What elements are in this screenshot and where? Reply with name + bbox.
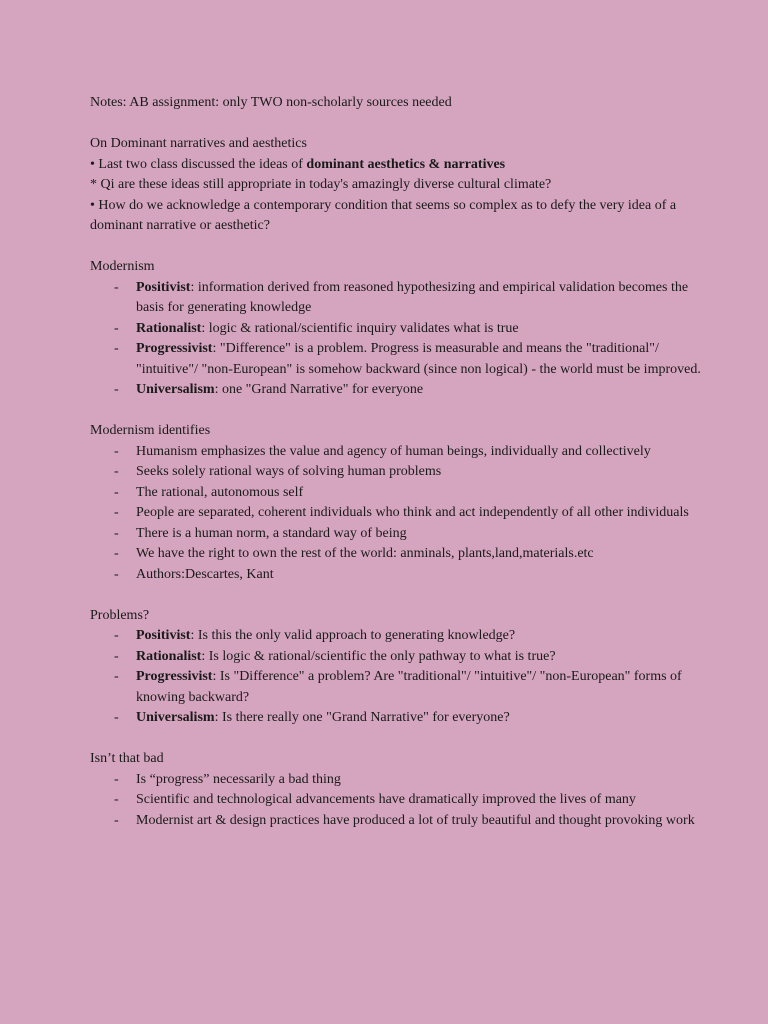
section-heading: Modernism identifies [90, 423, 211, 438]
section-heading: Modernism [90, 259, 155, 274]
section-heading: On Dominant narratives and aesthetics [90, 136, 307, 151]
definition: : Is "Difference" a problem? Are "traditional"/ "intuitive"/ "non-European" forms of knowing backward? [136, 669, 682, 705]
item-text: Authors:Descartes, Kant [136, 566, 274, 582]
definition: : logic & rational/scientific inquiry validates what is true [201, 320, 519, 336]
item-text: Scientific and technological advancements have dramatically improved the lives of many [136, 792, 636, 807]
list-item [90, 278, 708, 319]
definition: : "Difference" is a problem. Progress is measurable and means the "traditional"/ "intuitive"/ "non-European" is somehow backward (since non logical) - the world must be improved. [136, 341, 701, 377]
dash-marker: - [114, 792, 119, 807]
bad-list [90, 770, 708, 832]
dash-marker: - [114, 566, 119, 582]
item-text: Seeks solely rational ways of solving human problems [136, 464, 442, 479]
dash-marker: - [114, 320, 119, 336]
term: Progressivist [136, 341, 213, 356]
list-item [90, 462, 708, 483]
item-text: Modernist art & design practices have produced a lot of truly beautiful and thought provoking work [136, 812, 695, 828]
list-item [90, 790, 708, 811]
dash-marker: - [114, 525, 119, 541]
item-text: The rational, autonomous self [136, 484, 304, 500]
dash-marker: - [114, 771, 119, 787]
list-item [90, 544, 708, 565]
problems-list [90, 626, 708, 729]
definition: : Is logic & rational/scientific the only pathway to what is true? [201, 648, 556, 664]
dash-marker: - [114, 382, 119, 397]
list-item [90, 380, 708, 401]
list-item [90, 565, 708, 586]
item-text: We have the right to own the rest of the world: anminals, plants,land,materials.etc [136, 546, 594, 561]
dash-marker: - [114, 505, 119, 520]
notes-line: Notes: AB assignment: only TWO non-scholarly sources needed [90, 95, 452, 110]
section-heading: Problems? [90, 607, 150, 623]
list-item [90, 770, 708, 791]
definition: : Is there really one "Grand Narrative" for everyone? [214, 710, 510, 725]
list-item [90, 339, 708, 380]
term: Universalism [136, 710, 215, 725]
item-text: Humanism emphasizes the value and agency of human beings, individually and collectively [136, 443, 651, 459]
section-heading: Isn’t that bad [90, 751, 164, 766]
question-line: * Qi are these ideas still appropriate in today's amazingly diverse cultural climate? [90, 177, 552, 192]
list-item [90, 483, 708, 504]
dash-marker: - [114, 484, 119, 500]
modernism-list [90, 278, 708, 401]
dash-marker: - [114, 464, 119, 479]
list-item [90, 667, 708, 708]
bullet-text: • Last two class discussed the ideas of [90, 156, 307, 172]
item-text: People are separated, coherent individuals who think and act independently of all other individuals [136, 505, 689, 520]
definition: : Is this the only valid approach to generating knowledge? [190, 628, 516, 643]
list-item [90, 811, 708, 832]
bullet-line [90, 155, 708, 176]
dash-marker: - [114, 648, 119, 664]
dash-marker: - [114, 341, 119, 356]
list-item [90, 319, 708, 340]
list-item [90, 708, 708, 729]
list-item [90, 626, 708, 647]
term: Rationalist [136, 320, 202, 336]
list-item [90, 442, 708, 463]
dash-marker: - [114, 546, 119, 561]
item-text: There is a human norm, a standard way of being [136, 525, 407, 541]
term: Positivist [136, 279, 191, 295]
bullet-line: • How do we acknowledge a contemporary condition that seems so complex as to defy the very idea of a dominant narrative or aesthetic? [90, 197, 677, 233]
dash-marker: - [114, 443, 119, 459]
term: Progressivist [136, 669, 213, 684]
dash-marker: - [114, 669, 119, 684]
dash-marker: - [114, 710, 119, 725]
list-item [90, 524, 708, 545]
definition: : information derived from reasoned hypothesizing and empirical validation becomes the basis for generating knowledge [136, 279, 689, 315]
dash-marker: - [114, 279, 119, 295]
dash-marker: - [114, 628, 119, 643]
definition: : one "Grand Narrative" for everyone [214, 382, 424, 397]
list-item [90, 647, 708, 668]
term: Rationalist [136, 648, 202, 664]
dash-marker: - [114, 812, 119, 828]
term: Universalism [136, 382, 215, 397]
term: Positivist [136, 628, 191, 643]
item-text: Is “progress” necessarily a bad thing [136, 771, 341, 787]
list-item [90, 503, 708, 524]
bold-phrase: dominant aesthetics & narratives [306, 156, 506, 172]
identifies-list [90, 442, 708, 586]
